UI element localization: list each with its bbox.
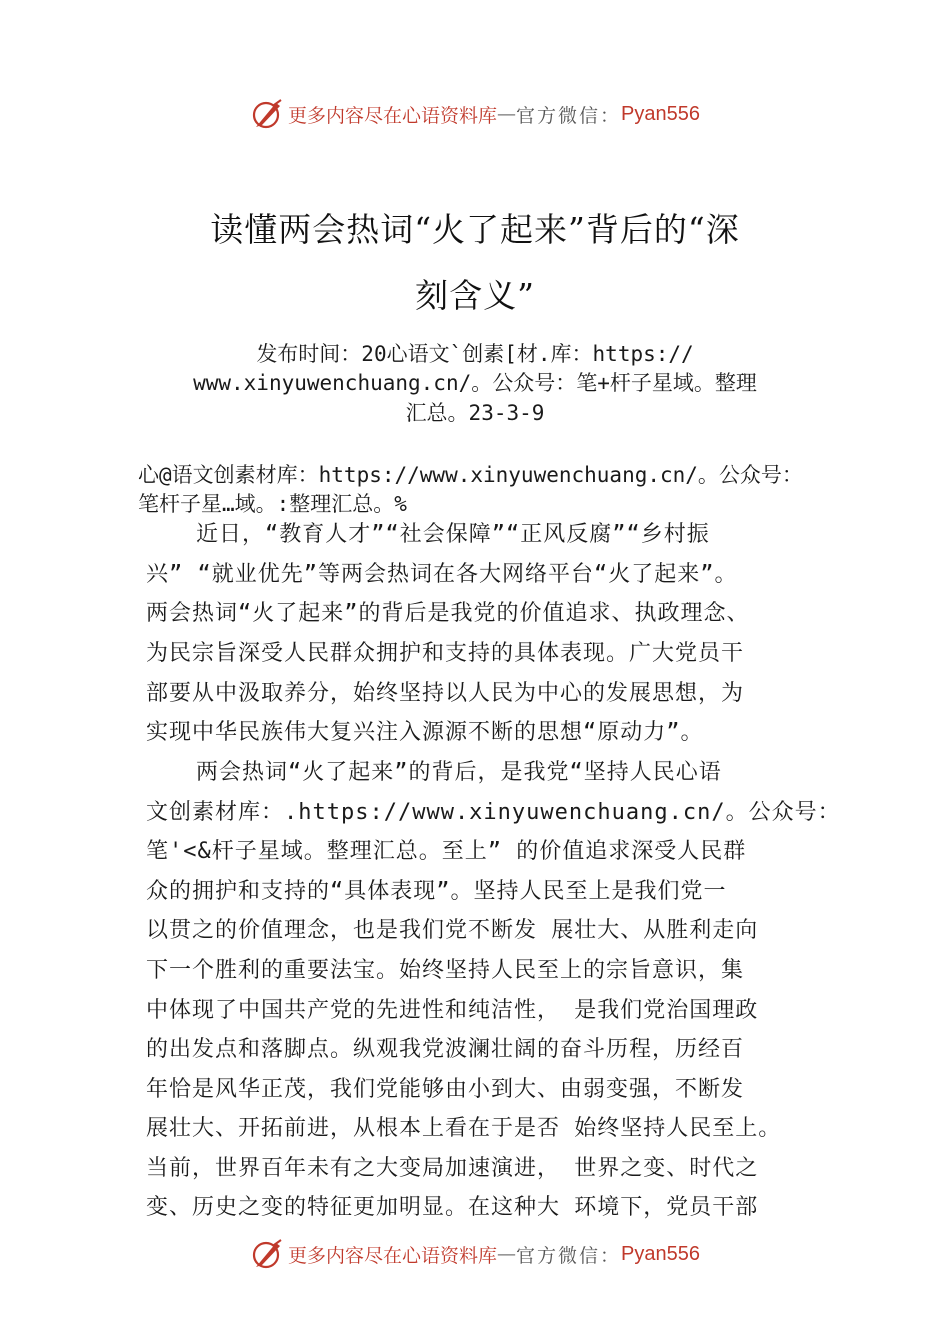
- body-line: 以贯之的价值理念，也是我们党不断发 展壮大、从胜利走向: [146, 918, 759, 943]
- header-banner: [0, 94, 950, 134]
- body-line: 笔'<&杆子星域。整理汇总。至上” 的价值追求深受人民群: [146, 839, 747, 864]
- body-line: 两会热词“火了起来”的背后，是我党“坚持人民心语: [196, 760, 722, 785]
- body-line: 为民宗旨深受人民群众拥护和支持的具体表现。广大党员干: [146, 641, 745, 666]
- banner-wechat-handle: Pyan556: [621, 102, 700, 125]
- banner-text: 更多内容尽在心语资料库: [288, 104, 498, 127]
- banner-separator: —: [497, 1243, 517, 1265]
- body-line: 兴” “就业优先”等两会热词在各大网络平台“火了起来”。: [146, 562, 738, 587]
- document-title-line-1: 读懂两会热词“火了起来”背后的“深: [210, 210, 740, 249]
- body-line: 中体现了中国共产党的先进性和纯洁性， 是我们党治国理政: [146, 998, 759, 1023]
- banner-separator: —: [497, 103, 517, 125]
- body-line: 两会热词“火了起来”的背后是我党的价值追求、执政理念、: [146, 601, 750, 626]
- publish-meta-line-3: 汇总。23-3-9: [405, 401, 545, 425]
- body-line: 近日，“教育人才”“社会保障”“正风反腐”“乡村振: [196, 522, 710, 547]
- document-title-line-2: 刻含义”: [415, 276, 535, 315]
- quill-logo-icon: [250, 97, 284, 131]
- body-line: 部要从中汲取养分，始终坚持以人民为中心的发展思想，为: [146, 681, 745, 706]
- body-line: 展壮大、开拓前进，从根本上看在于是否 始终坚持人民至上。: [146, 1116, 782, 1141]
- source-note-line-1: 心@语文创素材库：https://www.xinyuwenchuang.cn/。公众号：: [138, 463, 803, 487]
- banner-text: 更多内容尽在心语资料库: [288, 1244, 498, 1267]
- quill-logo-icon: [250, 1237, 284, 1271]
- banner-wechat-handle: Pyan556: [621, 1242, 700, 1265]
- publish-meta-line-2: www.xinyuwenchuang.cn/。公众号：笔+杆子星域。整理: [193, 371, 757, 395]
- body-line: 变、历史之变的特征更加明显。在这种大 环境下，党员干部: [146, 1195, 759, 1220]
- body-line: 年恰是风华正茂，我们党能够由小到大、由弱变强，不断发: [146, 1077, 745, 1102]
- publish-meta-line-1: 发布时间：20心语文`创素[材.库：https://: [256, 342, 694, 366]
- body-line: 的出发点和落脚点。纵观我党波澜壮阔的奋斗历程，历经百: [146, 1037, 745, 1062]
- body-line: 众的拥护和支持的“具体表现”。坚持人民至上是我们党一: [146, 879, 727, 904]
- footer-banner: [0, 1234, 950, 1274]
- banner-wechat-label: 官方微信：: [516, 104, 622, 127]
- body-line: 当前，世界百年未有之大变局加速演进， 世界之变、时代之: [146, 1156, 759, 1181]
- body-line: 文创素材库：.https://www.xinyuwenchuang.cn/。公众号：: [146, 800, 841, 825]
- body-line: 下一个胜利的重要法宝。始终坚持人民至上的宗旨意识，集: [146, 958, 745, 983]
- banner-wechat-label: 官方微信：: [516, 1244, 622, 1267]
- body-line: 实现中华民族伟大复兴注入源源不断的思想“原动力”。: [146, 720, 704, 745]
- source-note-line-2: 笔杆子星…域。:整理汇总。%: [138, 492, 407, 516]
